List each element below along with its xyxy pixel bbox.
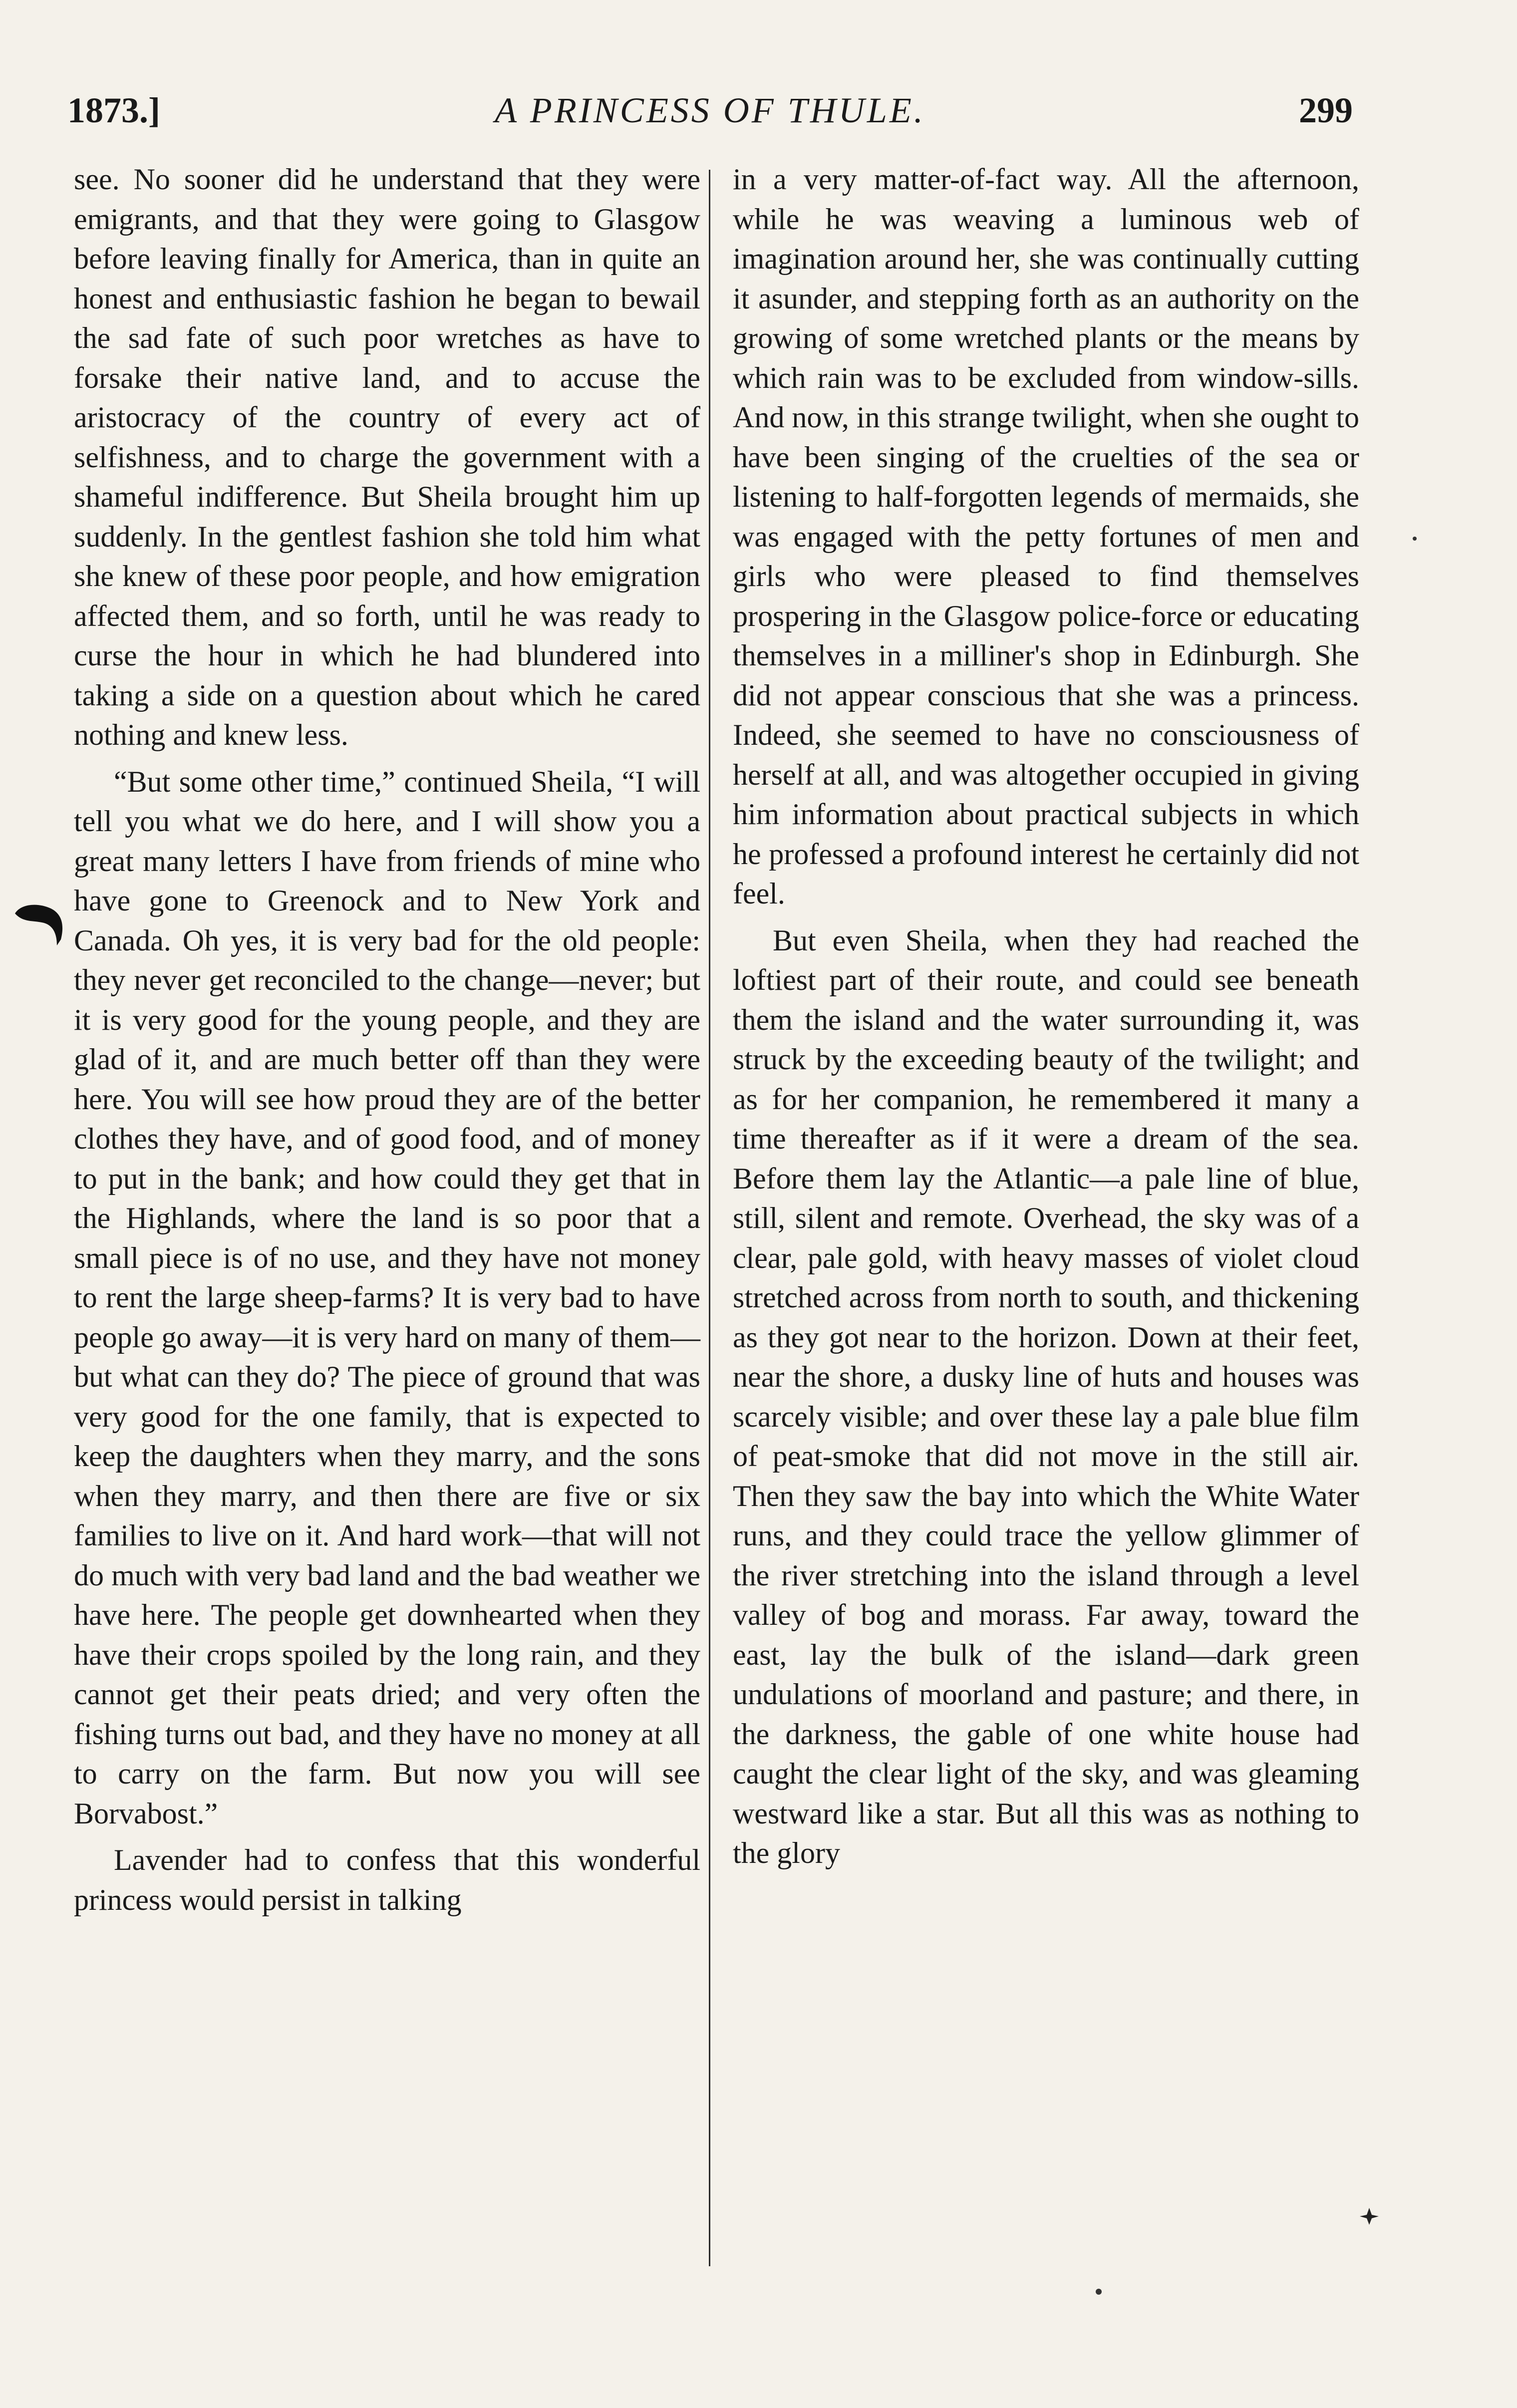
paragraph: But even Sheila, when they had reached the loftiest part of their route, and could see beneath them the island and the water surrounding it, was struck by the exceeding beauty of the twilight; and as for her companion, he remembered it many a time thereafter as if it were a dream of the sea. Before them lay the Atlantic—a pale line of blue, still, silent and remote. Overhead, the sky was of a clear, pale gold, with heavy masses of violet cloud stretched across from north to south, and thickening as they got near to the horizon. Down at their feet, near the shore, a dusky line of huts and houses was scarcely visible; and over these lay a pale blue film of peat-smoke that did not move in the still air. Then they saw the bay into which the White Water runs, and they could trace the yellow glimmer of the river stretching into the island through a level valley of bog and morass. Far away, toward the east, lay the bulk of the island—dark green undulations of moorland and pasture; and there, in the darkness, the gable of one white house had caught the clear light of the sky, and was gleaming westward like a star. But all this was as nothing to the glory — [733, 923, 1359, 1869]
paragraph: in a very matter-of-fact way. All the afternoon, while he was weaving a luminous web of imagination around her, she was continually cutting it asunder, and stepping forth as an authority on the growing of some wretched plants or the means by which rain was to be excluded from window-sills. And now, in this strange twilight, when she ought to have been singing of the cruelties of the sea or listening to half-forgotten legends of mermaids, she was engaged with the petty fortunes of men and girls who were pleased to find themselves prospering in the Glasgow police-force or educating themselves in a milliner's shop in Edinburgh. She did not appear conscious that she was a princess. Indeed, she seemed to have no consciousness of herself at all, and was altogether occupied in giving him information about practical subjects in which he professed a profound interest he certainly did not feel. — [733, 163, 1359, 910]
paragraph: “But some other time,” continued Sheila, “I will tell you what we do here, and I will show you a great many letters I have from friends of mine who have gone to Greenock and to New York and Canada. Oh yes, it is very bad for the old people: they never get reconciled to the change—never; but it is very good for the young people, and they are glad of it, and are much better off than they were here. You will see how proud they are of the better clothes they have, and of good food, and of money to put in the bank; and how could they get that in the Highlands, where the land is so poor that a small piece is of no use, and they have not money to rent the large sheep-farms? It is very bad to have people go away—it is very hard on many of them—but what can they do? The piece of ground that was very good for the one family, that is expected to keep the daughters when they marry, and the sons when they marry, and then there are five or six families to live on it. And hard work—that will not do much with very bad land and the bad weather we have here. The people get downhearted when they have their crops spoiled by the long rain, and they cannot get their peats dried; and very often the fishing turns out bad, and they have no money at all to carry on the farm. But now you will see Borvabost.” — [74, 765, 700, 1830]
header-title: A PRINCESS OF THULE. — [495, 90, 925, 130]
running-header — [67, 75, 1353, 135]
margin-asterisk-mark — [1357, 2204, 1382, 2229]
speck-mark — [1096, 2289, 1102, 2295]
page-number: 299 — [1299, 90, 1353, 130]
margin-pointer-mark — [11, 894, 71, 948]
header-year: 1873.] — [67, 90, 160, 130]
right-column — [733, 160, 1359, 1873]
paragraph: see. No sooner did he understand that they were emigrants, and that they were going to Glasgow before leaving finally for America, than in quite an honest and enthusiastic fashion he began to bewail the sad fate of such poor wretches as have to forsake their native land, and to accuse the aristocracy of the country of every act of selfishness, and to charge the government with a shameful indifference. But Sheila brought him up suddenly. In the gentlest fashion she told him what she knew of these poor people, and how emigration affected them, and so forth, until he was ready to curse the hour in which he had blundered into taking a side on a question about which he cared nothing and knew less. — [74, 163, 700, 751]
left-column — [74, 160, 700, 1920]
speck-mark — [1413, 537, 1417, 541]
column-divider — [709, 170, 710, 2266]
paragraph: Lavender had to confess that this wonderful princess would persist in talking — [74, 1843, 700, 1916]
